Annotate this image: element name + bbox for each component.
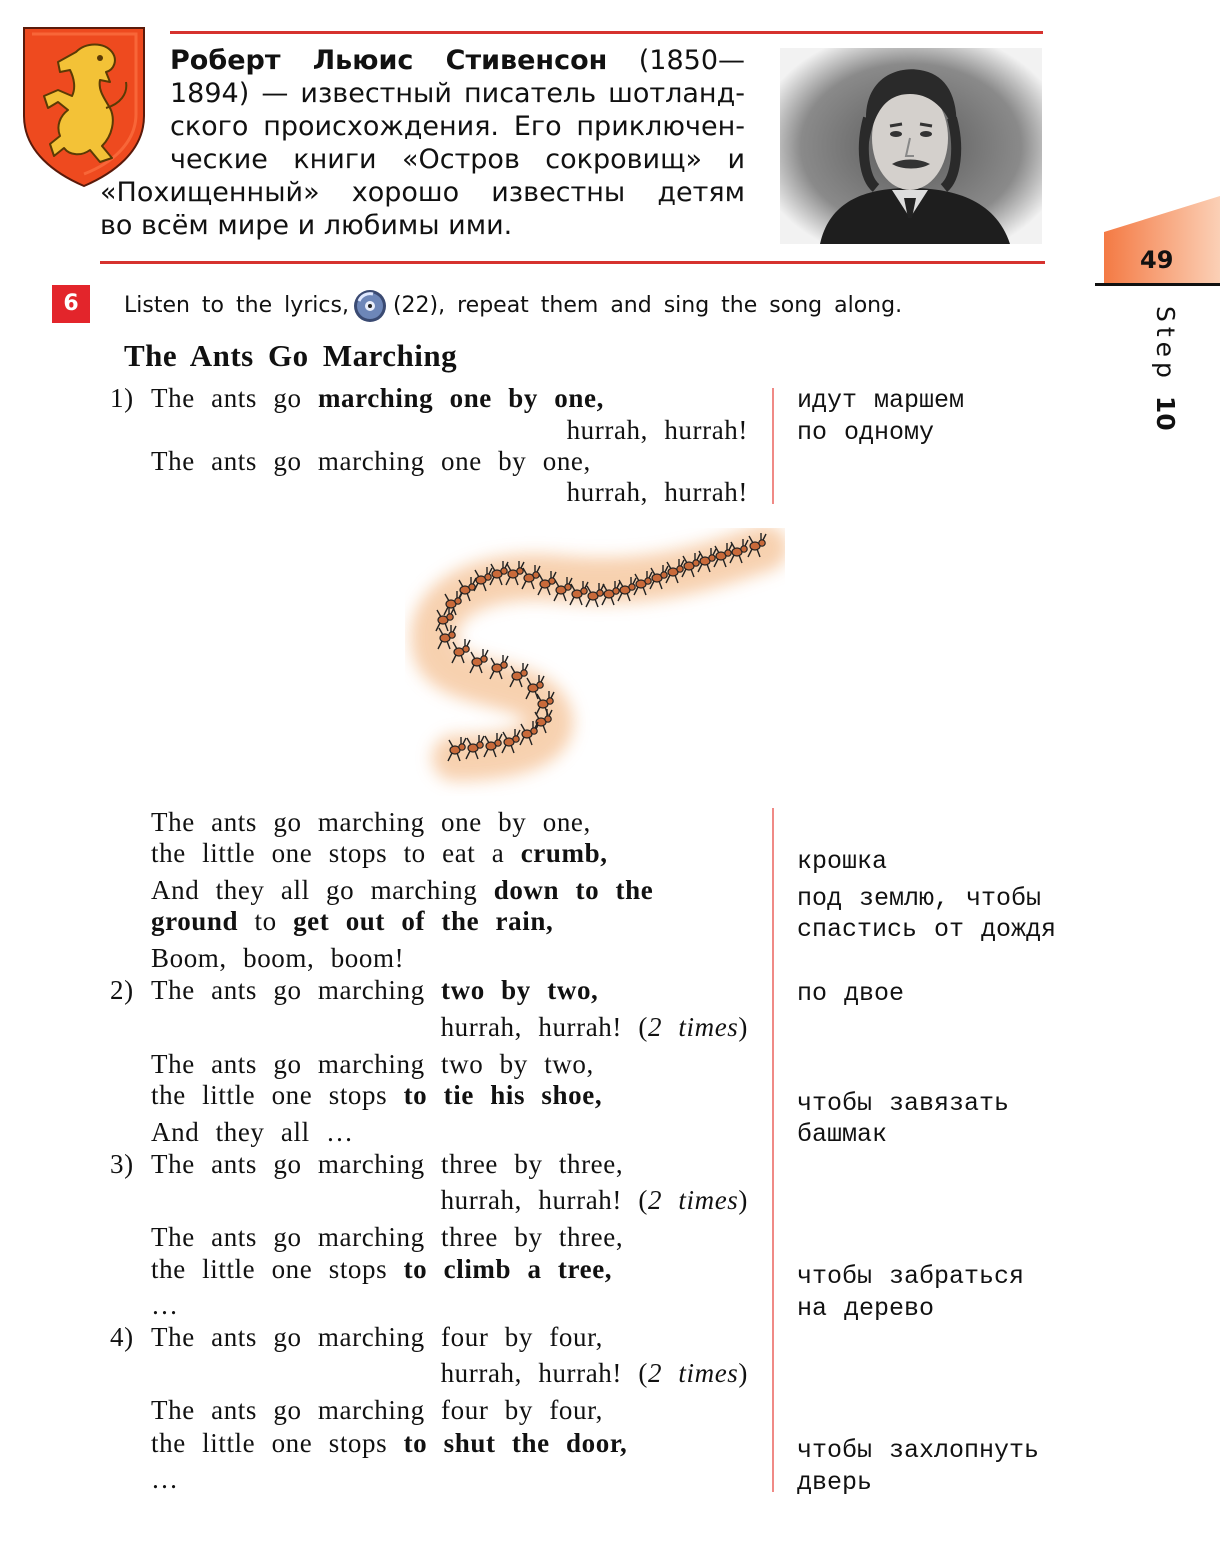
- lyric-line: The ants go marching four by four,: [151, 1322, 603, 1352]
- glossary-entry: дверь: [797, 1468, 873, 1497]
- lyric-line: The ants go marching three by three,: [151, 1222, 624, 1252]
- glossary-entry: чтобы завязать: [797, 1089, 1010, 1118]
- audio-disc-icon[interactable]: [353, 289, 387, 323]
- lyric-line: And they all …: [151, 1117, 354, 1147]
- author-portrait: [780, 48, 1042, 244]
- marching-ants-illustration: [405, 528, 785, 796]
- verse-number: 3): [110, 1149, 134, 1179]
- lyric-line: hurrah, hurrah!: [566, 477, 748, 507]
- lyric-line: The ants go marching two by two,: [151, 1049, 594, 1079]
- verse-number: 1): [110, 383, 134, 413]
- lyric-line: the little one stops to climb a tree,: [151, 1254, 613, 1284]
- lyric-line: the little one stops to eat a crumb,: [151, 838, 608, 868]
- lyric-line: hurrah, hurrah! (2 times): [440, 1012, 748, 1042]
- lyric-line: The ants go marching one by one,: [151, 807, 591, 837]
- lyric-line: ground to get out of the rain,: [151, 906, 554, 936]
- lyric-line: The ants go marching three by three,: [151, 1149, 624, 1179]
- lyric-line: hurrah, hurrah! (2 times): [440, 1185, 748, 1215]
- exercise-instruction: Listen to the lyrics, (22), repeat them and sing the song along.: [124, 289, 902, 323]
- lyric-line: the little one stops to tie his shoe,: [151, 1080, 603, 1110]
- glossary-entry: на дерево: [797, 1294, 935, 1323]
- verse-number: 2): [110, 975, 134, 1005]
- lyric-line: The ants go marching one by one,: [151, 446, 591, 476]
- step-label: Step 10: [1151, 306, 1180, 431]
- glossary-entry: по двое: [797, 979, 905, 1008]
- lyric-line: The ants go marching two by two,: [151, 975, 599, 1005]
- glossary-entry: чтобы захлопнуть: [797, 1436, 1040, 1465]
- song-title: The Ants Go Marching: [124, 338, 458, 373]
- verse-number: 4): [110, 1322, 134, 1352]
- lyric-line: …: [151, 1290, 179, 1320]
- lyric-line: the little one stops to shut the door,: [151, 1428, 628, 1458]
- lyric-line: Boom, boom, boom!: [151, 943, 405, 973]
- author-name: Роберт Льюис Стивенсон: [170, 45, 608, 76]
- glossary-rule-top: [772, 388, 774, 504]
- glossary-entry: спастись от дождя: [797, 915, 1057, 944]
- lyric-line: hurrah, hurrah!: [566, 415, 748, 445]
- glossary-entry: под землю, чтобы: [797, 884, 1042, 913]
- lyric-line: hurrah, hurrah! (2 times): [440, 1358, 748, 1388]
- lyric-line: …: [151, 1464, 179, 1494]
- glossary-entry: идут маршем: [797, 386, 965, 415]
- glossary-rule-bottom: [772, 808, 774, 1492]
- tab-divider: [1095, 283, 1220, 286]
- page-number: 49: [1140, 246, 1174, 274]
- top-rule: [170, 31, 1043, 34]
- lyric-line: And they all go marching down to the: [151, 875, 654, 905]
- glossary-entry: по одному: [797, 418, 935, 447]
- exercise-number: 6: [52, 285, 90, 323]
- lyric-line: The ants go marching four by four,: [151, 1395, 603, 1425]
- glossary-entry: крошка: [797, 847, 888, 876]
- glossary-entry: чтобы забраться: [797, 1262, 1025, 1291]
- author-bio: Роберт Льюис Стивенсон (1850— 1894) — известный писатель шотланд- ского происхождения. Его приключен- ческие книги «Остров сокровищ» и «Похищенный» хорошо известны детям во всём мире и любимы ими.: [100, 45, 745, 241]
- lyric-line: The ants go marching one by one,: [151, 383, 604, 413]
- glossary-entry: башмак: [797, 1120, 888, 1149]
- bottom-rule: [100, 261, 1045, 264]
